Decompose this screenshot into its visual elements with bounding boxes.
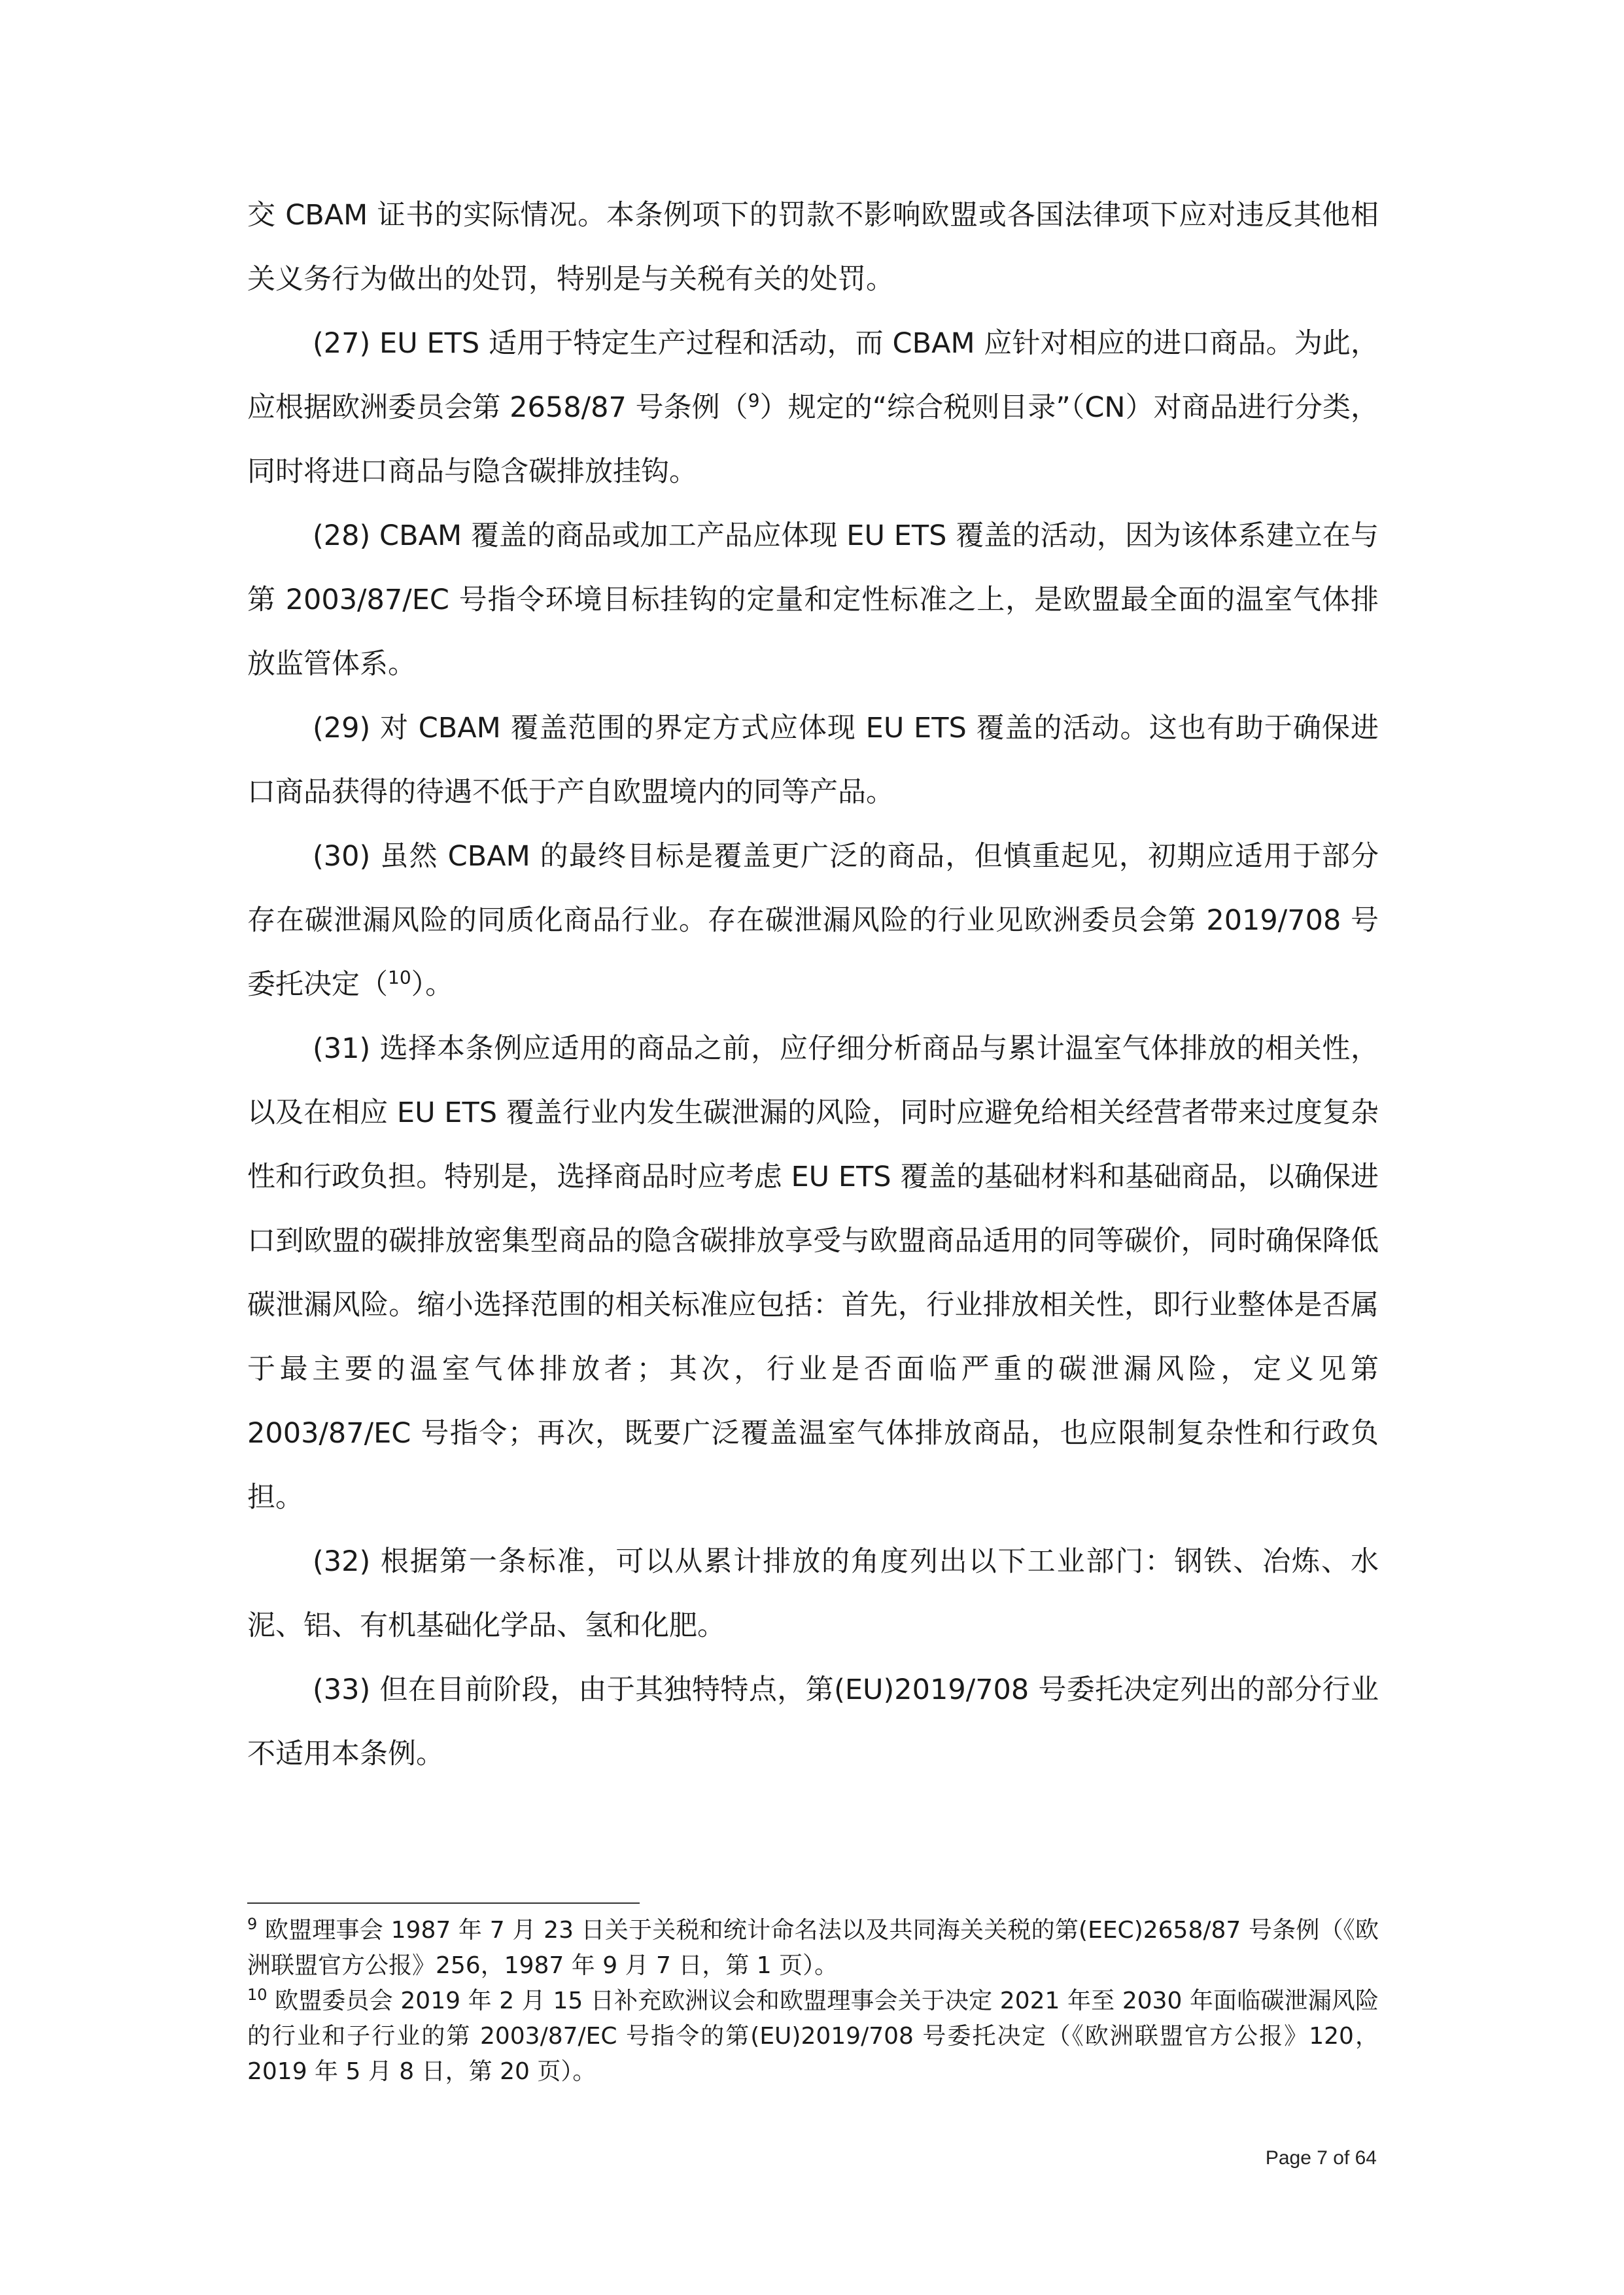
footnote-ref-10[interactable]: 10 (388, 966, 411, 989)
paragraph-27 (247, 311, 1379, 504)
paragraph-30 (247, 824, 1379, 1017)
paragraph-27-text-b: ）规定的“综合税则目录”（CN）对商品进行分类，同时将进口商品与隐含碳排放挂钩。 (247, 391, 1379, 488)
footnote-10-mark: 10 (247, 1986, 268, 2004)
page-number: Page 7 of 64 (1265, 2147, 1377, 2169)
paragraph-continuation: 交 CBAM 证书的实际情况。本条例项下的罚款不影响欧盟或各国法律项下应对违反其他相关义务行为做出的处罚，特别是与关税有关的处罚。 (247, 199, 1379, 296)
paragraph-28: (28) CBAM 覆盖的商品或加工产品应体现 EU ETS 覆盖的活动，因为该体系建立在与第 2003/87/EC 号指令环境目标挂钩的定量和定性标准之上，是欧盟最全面的温室气体排放监管体系。 (247, 519, 1379, 680)
main-body-text (247, 183, 1379, 1786)
footnote-10-text: 欧盟委员会 2019 年 2 月 15 日补充欧洲议会和欧盟理事会关于决定 2021 年至 2030 年面临碳泄漏风险的行业和子行业的第 2003/87/EC 号指令的第(EU)2019/708 号委托决定（《欧洲联盟官方公报》120，2019 年 5 月 8 日，第 20 页）。 (247, 1988, 1379, 2085)
footnotes-section (247, 1913, 1379, 2090)
paragraph-30-text-a: (30) 虽然 CBAM 的最终目标是覆盖更广泛的商品，但慎重起见，初期应适用于部分存在碳泄漏风险的同质化商品行业。存在碳泄漏风险的行业见欧洲委员会第 2019/708 号委托决定（ (247, 840, 1379, 1001)
paragraph-30-text-b: ）。 (411, 968, 454, 1001)
paragraph-29: (29) 对 CBAM 覆盖范围的界定方式应体现 EU ETS 覆盖的活动。这也有助于确保进口商品获得的待遇不低于产自欧盟境内的同等产品。 (247, 712, 1379, 809)
footnote-9-mark: 9 (247, 1915, 258, 1933)
footnote-ref-9[interactable]: 9 (748, 389, 760, 412)
paragraph-31: (31) 选择本条例应适用的商品之前，应仔细分析商品与累计温室气体排放的相关性，以及在相应 EU ETS 覆盖行业内发生碳泄漏的风险，同时应避免给相关经营者带来过度复杂性和行政负担。特别是，选择商品时应考虑 EU ETS 覆盖的基础材料和基础商品，以确保进口到欧盟的碳排放密集型商品的隐含碳排放享受与欧盟商品适用的同等碳价，同时确保降低碳泄漏风险。缩小选择范围的相关标准应包括：首先，行业排放相关性，即行业整体是否属于最主要的温室气体排放者；其次，行业是否面临严重的碳泄漏风险，定义见第 2003/87/EC 号指令；再次，既要广泛覆盖温室气体排放商品，也应限制复杂性和行政负担。 (247, 1032, 1379, 1514)
paragraph-32: (32) 根据第一条标准，可以从累计排放的角度列出以下工业部门：钢铁、冶炼、水泥、铝、有机基础化学品、氢和化肥。 (247, 1545, 1379, 1642)
footnote-9-text: 欧盟理事会 1987 年 7 月 23 日关于关税和统计命名法以及共同海关关税的第(EEC)2658/87 号条例（《欧洲联盟官方公报》256，1987 年 9 月 7 日，第 1 页）。 (247, 1917, 1379, 1979)
footnote-separator (247, 1902, 640, 1904)
paragraph-33: (33) 但在目前阶段，由于其独特特点，第(EU)2019/708 号委托决定列出的部分行业不适用本条例。 (247, 1673, 1379, 1770)
paragraph-27-text-a: (27) EU ETS 适用于特定生产过程和活动，而 CBAM 应针对相应的进口商品。为此，应根据欧洲委员会第 2658/87 号条例（ (247, 327, 1379, 424)
footnote-10 (247, 1984, 1379, 2090)
footnote-9 (247, 1913, 1379, 1984)
